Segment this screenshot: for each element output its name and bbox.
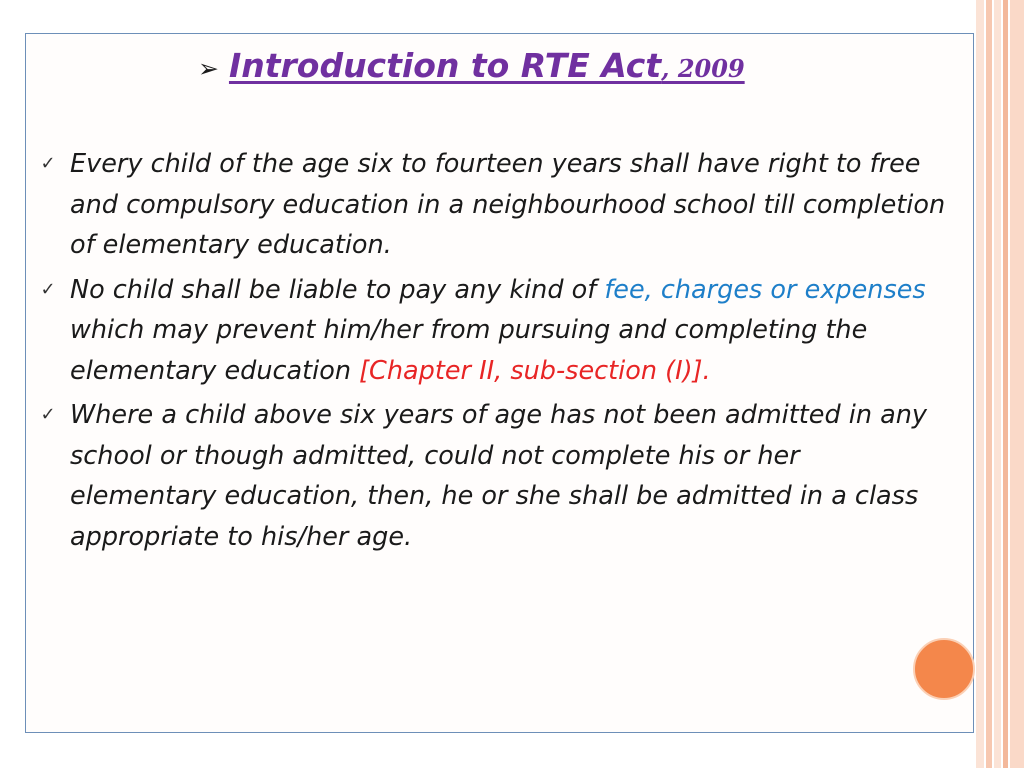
bullet-text-part: which may prevent him/her from pursuing and completing the elementary education	[70, 315, 868, 386]
bullet-text: Every child of the age six to fourteen years shall have right to free and compulsory education in a neighbourhood school till completion of elementary education.	[70, 149, 946, 260]
checkmark-icon: ✓	[40, 153, 56, 174]
title-year: , 2009	[661, 54, 745, 83]
stripe	[1010, 0, 1024, 768]
list-item	[26, 270, 966, 392]
bullet-text	[70, 270, 966, 392]
stripe	[994, 0, 1001, 768]
stripe	[986, 0, 992, 768]
title-text	[229, 46, 745, 89]
title-main: Introduction to RTE Act	[228, 46, 662, 85]
arrow-bullet-icon: ➢	[198, 54, 219, 83]
list-item	[26, 395, 966, 557]
fee-highlight: fee, charges or expenses	[604, 274, 926, 305]
accent-circle	[913, 638, 975, 700]
slide-content	[25, 33, 974, 733]
stripe	[1003, 0, 1008, 768]
list-item	[26, 144, 966, 266]
checkmark-icon: ✓	[40, 278, 56, 300]
slide-title	[198, 46, 745, 89]
checkmark-icon: ✓	[40, 404, 56, 425]
bullet-list	[26, 144, 966, 561]
stripe	[976, 0, 984, 768]
decorative-stripes	[976, 0, 1024, 768]
bullet-text: Where a child above six years of age has not been admitted in any school or though admitted, could not complete his or her elementary education, then, he or she shall be admitted in a class appropriate to his/her age.	[70, 400, 927, 552]
chapter-reference: [Chapter II, sub-section (I)].	[359, 355, 711, 386]
bullet-text-part: No child shall be liable to pay any kind of	[70, 274, 605, 305]
